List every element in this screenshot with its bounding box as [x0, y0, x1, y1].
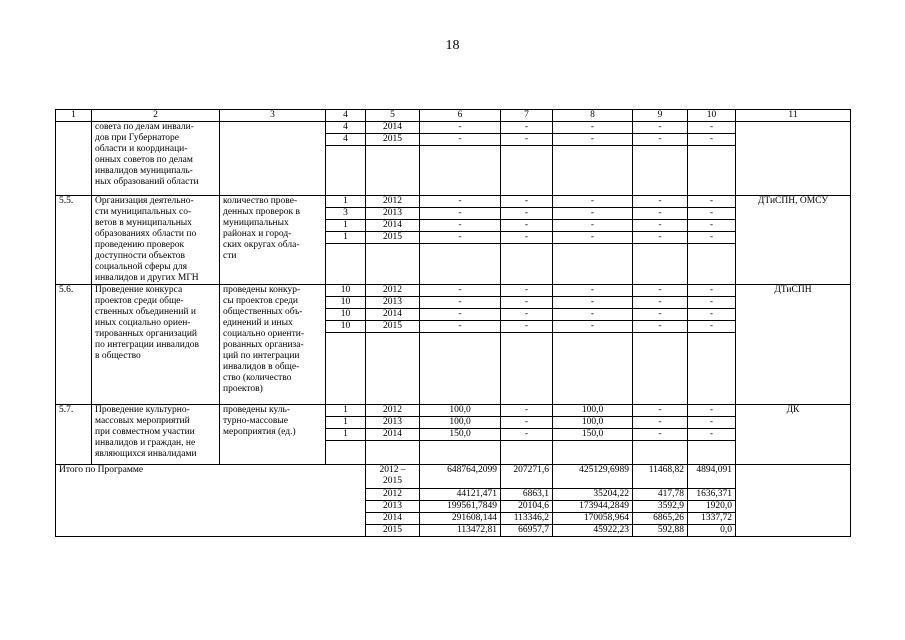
- executor-cell: [736, 465, 851, 537]
- regional-funding: -: [553, 220, 633, 232]
- item-name-cell: Проведение культурно- массовых мероприятий при совместном участии инвалидов и граждан, не являющихся инвалидами: [92, 405, 220, 465]
- federal-funding: 20104,6: [501, 501, 553, 513]
- regional-funding: 100,0: [553, 405, 633, 417]
- year-cell: 2014: [366, 122, 420, 134]
- total-funding: -: [420, 196, 501, 208]
- other-funding: 1920,0: [688, 501, 736, 513]
- local-funding: -: [633, 220, 688, 232]
- federal-funding: 66957,7: [501, 525, 553, 537]
- regional-funding: -: [553, 297, 633, 309]
- indicator-value: 1: [326, 196, 366, 208]
- other-funding: 1337,72: [688, 513, 736, 525]
- local-funding: -: [633, 134, 688, 146]
- total-funding: 44121,471: [420, 489, 501, 501]
- header-cell: 8: [553, 110, 633, 122]
- regional-funding: -: [553, 321, 633, 333]
- federal-funding: -: [501, 232, 553, 244]
- federal-funding: -: [501, 122, 553, 134]
- header-cell: 7: [501, 110, 553, 122]
- indicator-value: 1: [326, 429, 366, 441]
- total-funding: 150,0: [420, 429, 501, 441]
- local-funding: 11468,82: [633, 465, 688, 489]
- local-funding: 3592,9: [633, 501, 688, 513]
- other-funding: -: [688, 309, 736, 321]
- other-funding: -: [688, 405, 736, 417]
- item-number-cell: [56, 122, 92, 196]
- regional-funding: 35204,22: [553, 489, 633, 501]
- indicator-value: 1: [326, 220, 366, 232]
- other-funding: -: [688, 297, 736, 309]
- federal-funding: -: [501, 196, 553, 208]
- federal-funding: -: [501, 321, 553, 333]
- regional-funding: 173944,2849: [553, 501, 633, 513]
- local-funding: -: [633, 429, 688, 441]
- total-funding: -: [420, 208, 501, 220]
- executor-cell: ДК: [736, 405, 851, 465]
- other-funding: -: [688, 196, 736, 208]
- header-cell: 5: [366, 110, 420, 122]
- indicator-value: 10: [326, 321, 366, 333]
- total-label: Итого по Программе: [56, 465, 366, 537]
- local-funding: -: [633, 122, 688, 134]
- total-funding: 100,0: [420, 405, 501, 417]
- year-cell: 2014: [366, 513, 420, 525]
- total-funding: 100,0: [420, 417, 501, 429]
- federal-funding: 6863,1: [501, 489, 553, 501]
- year-cell: 2012 – 2015: [366, 465, 420, 489]
- other-funding: -: [688, 220, 736, 232]
- total-funding: -: [420, 134, 501, 146]
- federal-funding: -: [501, 220, 553, 232]
- local-funding: 417,78: [633, 489, 688, 501]
- federal-funding: -: [501, 297, 553, 309]
- header-cell: 6: [420, 110, 501, 122]
- regional-funding: -: [553, 122, 633, 134]
- indicator-value: 10: [326, 309, 366, 321]
- year-cell: 2015: [366, 525, 420, 537]
- other-funding: -: [688, 232, 736, 244]
- total-row: [56, 465, 851, 489]
- item-indicator-cell: проведены конкур- сы проектов среди общественных объ- единений и иных социально ориенти- рованных организа- ций по интеграции инвалидов в обще- ство (количество проектов): [220, 285, 326, 405]
- regional-funding: -: [553, 208, 633, 220]
- federal-funding: 207271,6: [501, 465, 553, 489]
- page-number: 18: [445, 38, 460, 53]
- local-funding: -: [633, 405, 688, 417]
- regional-funding: -: [553, 309, 633, 321]
- header-cell: 4: [326, 110, 366, 122]
- item-indicator-cell: проведены куль- турно-массовые мероприятия (ед.): [220, 405, 326, 465]
- federal-funding: 113346,2: [501, 513, 553, 525]
- indicator-value: 1: [326, 405, 366, 417]
- header-cell: 2: [92, 110, 220, 122]
- federal-funding: -: [501, 309, 553, 321]
- item-indicator-cell: количество прове- денных проверок в муниципальных районах и город- ских округах обла- сти: [220, 196, 326, 285]
- year-cell: 2012: [366, 489, 420, 501]
- indicator-value: 4: [326, 134, 366, 146]
- regional-funding: 45922,23: [553, 525, 633, 537]
- local-funding: -: [633, 232, 688, 244]
- regional-funding: -: [553, 196, 633, 208]
- item-number-cell: 5.7.: [56, 405, 92, 465]
- item-name-cell: совета по делам инвали- дов при Губернаторе области и координаци- онных советов по делам инвалидов муниципаль- ных образований области: [92, 122, 220, 196]
- year-cell: 2013: [366, 501, 420, 513]
- regional-funding: -: [553, 285, 633, 297]
- local-funding: -: [633, 321, 688, 333]
- total-funding: -: [420, 232, 501, 244]
- header-row: [56, 110, 851, 122]
- regional-funding: -: [553, 134, 633, 146]
- total-funding: -: [420, 309, 501, 321]
- year-cell: 2015: [366, 232, 420, 244]
- header-cell: 11: [736, 110, 851, 122]
- year-cell: 2014: [366, 309, 420, 321]
- year-cell: 2015: [366, 134, 420, 146]
- table-row: [56, 405, 851, 417]
- regional-funding: 425129,6989: [553, 465, 633, 489]
- other-funding: -: [688, 417, 736, 429]
- executor-cell: ДТиСПН: [736, 285, 851, 405]
- local-funding: -: [633, 309, 688, 321]
- local-funding: -: [633, 208, 688, 220]
- total-funding: 113472,81: [420, 525, 501, 537]
- other-funding: -: [688, 429, 736, 441]
- total-funding: -: [420, 285, 501, 297]
- executor-cell: ДТиСПН, ОМСУ: [736, 196, 851, 285]
- other-funding: -: [688, 321, 736, 333]
- header-cell: 10: [688, 110, 736, 122]
- federal-funding: -: [501, 417, 553, 429]
- indicator-value: 1: [326, 232, 366, 244]
- header-cell: 3: [220, 110, 326, 122]
- federal-funding: -: [501, 134, 553, 146]
- regional-funding: -: [553, 232, 633, 244]
- local-funding: -: [633, 297, 688, 309]
- total-funding: -: [420, 122, 501, 134]
- regional-funding: 100,0: [553, 417, 633, 429]
- total-funding: 648764,2099: [420, 465, 501, 489]
- year-cell: 2014: [366, 220, 420, 232]
- total-funding: -: [420, 321, 501, 333]
- indicator-value: 10: [326, 297, 366, 309]
- year-cell: 2012: [366, 285, 420, 297]
- other-funding: 1636,371: [688, 489, 736, 501]
- indicator-value: 1: [326, 417, 366, 429]
- total-funding: 199561,7849: [420, 501, 501, 513]
- total-funding: 291608,144: [420, 513, 501, 525]
- year-cell: 2012: [366, 405, 420, 417]
- indicator-value: 4: [326, 122, 366, 134]
- year-cell: 2015: [366, 321, 420, 333]
- table-row: [56, 196, 851, 208]
- local-funding: 6865,26: [633, 513, 688, 525]
- year-cell: 2014: [366, 429, 420, 441]
- year-cell: 2013: [366, 417, 420, 429]
- other-funding: -: [688, 122, 736, 134]
- item-indicator-cell: [220, 122, 326, 196]
- other-funding: 0,0: [688, 525, 736, 537]
- regional-funding: 150,0: [553, 429, 633, 441]
- executor-cell: [736, 122, 851, 196]
- federal-funding: -: [501, 285, 553, 297]
- local-funding: -: [633, 285, 688, 297]
- local-funding: -: [633, 417, 688, 429]
- federal-funding: -: [501, 208, 553, 220]
- total-funding: -: [420, 220, 501, 232]
- regional-funding: 170058,964: [553, 513, 633, 525]
- year-cell: 2013: [366, 208, 420, 220]
- header-cell: 1: [56, 110, 92, 122]
- item-name-cell: Проведение конкурса проектов среди обще- ственных объединений и иных социально ориен- тированных организаций по интеграции инвалидов в общество: [92, 285, 220, 405]
- table-row: [56, 122, 851, 134]
- header-cell: 9: [633, 110, 688, 122]
- federal-funding: -: [501, 429, 553, 441]
- program-table: [55, 109, 851, 537]
- total-funding: -: [420, 297, 501, 309]
- indicator-value: 10: [326, 285, 366, 297]
- local-funding: -: [633, 196, 688, 208]
- other-funding: 4894,091: [688, 465, 736, 489]
- indicator-value: 3: [326, 208, 366, 220]
- local-funding: 592,88: [633, 525, 688, 537]
- year-cell: 2012: [366, 196, 420, 208]
- other-funding: -: [688, 208, 736, 220]
- item-name-cell: Организация деятельно- сти муниципальных со- ветов в муниципальных образованиях области по проведению проверок доступности объектов социальной сферы для инвалидов и других МГН: [92, 196, 220, 285]
- year-cell: 2013: [366, 297, 420, 309]
- other-funding: -: [688, 285, 736, 297]
- table-row: [56, 285, 851, 297]
- item-number-cell: 5.6.: [56, 285, 92, 405]
- other-funding: -: [688, 134, 736, 146]
- federal-funding: -: [501, 405, 553, 417]
- item-number-cell: 5.5.: [56, 196, 92, 285]
